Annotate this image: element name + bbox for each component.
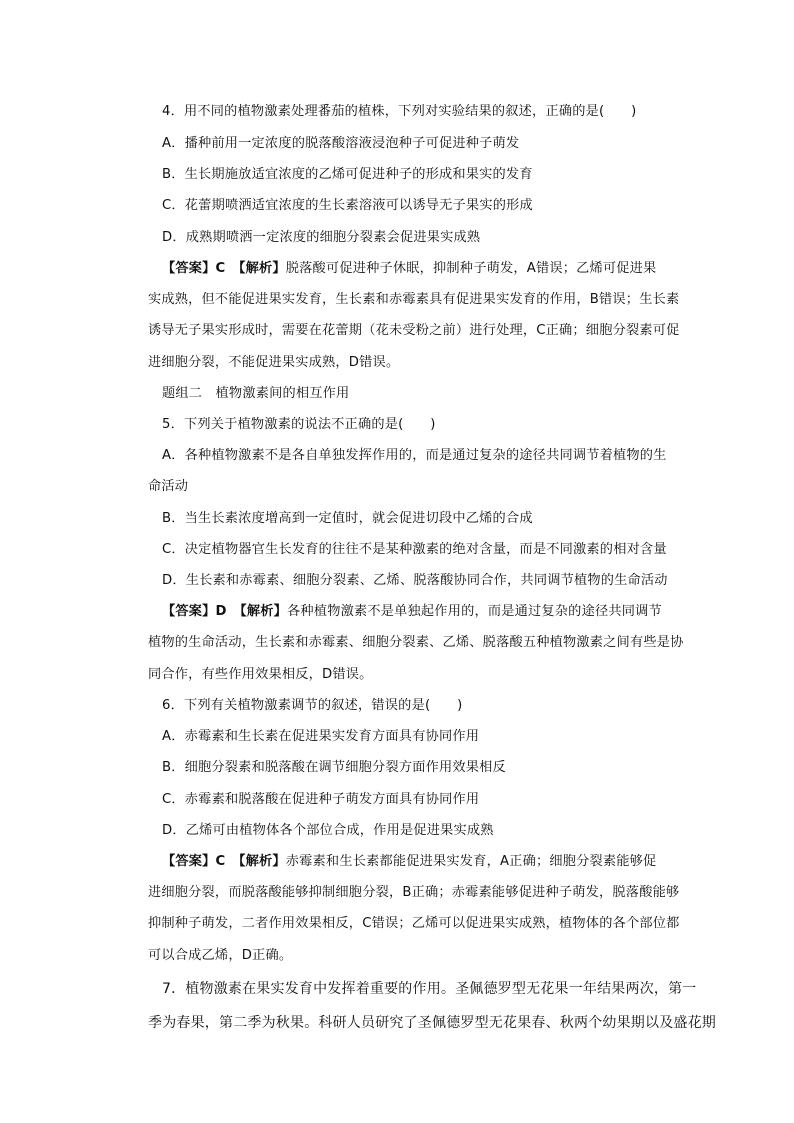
q4-analysis-line-3: 诱导无子果实形成时，需要在花蕾期（花未受粉之前）进行处理，C正确；细胞分裂素可促 xyxy=(148,323,680,338)
q6-option-b: B．细胞分裂素和脱落酸在调节细胞分裂方面作用效果相反 xyxy=(162,760,506,775)
q4-option-a: A．播种前用一定浓度的脱落酸溶液浸泡种子可促进种子萌发 xyxy=(162,136,520,151)
q4-analysis-line-4: 进细胞分裂，不能促进果实成熟，D错误。 xyxy=(148,355,400,370)
q5-option-b: B．当生长素浓度增高到一定值时，就会促进切段中乙烯的合成 xyxy=(162,511,533,526)
q4-answer xyxy=(162,261,656,277)
q6-analysis-line-3: 抑制种子萌发，二者作用效果相反，C错误；乙烯可以促进果实成熟，植物体的各个部位都 xyxy=(148,916,680,931)
q6-analysis-line-4: 可以合成乙烯，D正确。 xyxy=(148,948,293,963)
q5-analysis-line-1: 各种植物激素不是单独起作用的，而是通过复杂的途径共同调节 xyxy=(287,604,662,619)
q5-option-a-cont: 命活动 xyxy=(148,479,189,494)
q4-option-d: D．成熟期喷洒一定浓度的细胞分裂素会促进果实成熟 xyxy=(162,230,481,245)
q4-stem: 4．用不同的植物激素处理番茄的植株，下列对实验结果的叙述，正确的是( ) xyxy=(162,104,637,119)
q5-analysis-line-2: 植物的生命活动，生长素和赤霉素、细胞分裂素、乙烯、脱落酸五种植物激素之间有些是协 xyxy=(148,635,684,650)
q6-analysis-line-1: 赤霉素和生长素都能促进果实发育，A正确；细胞分裂素能够促 xyxy=(285,854,657,869)
q5-option-a: A．各种植物激素不是各自单独发挥作用的，而是通过复杂的途径共同调节着植物的生 xyxy=(162,448,667,463)
group2-title: 题组二 植物激素间的相互作用 xyxy=(162,386,350,401)
q4-option-c: C．花蕾期喷洒适宜浓度的生长素溶液可以诱导无子果实的形成 xyxy=(162,198,533,213)
q4-analysis-line-1: 脱落酸可促进种子休眠，抑制种子萌发，A错误；乙烯可促进果 xyxy=(285,261,657,276)
q4-option-b: B．生长期施放适宜浓度的乙烯可促进种子的形成和果实的发育 xyxy=(162,167,533,182)
q6-option-a: A．赤霉素和生长素在促进果实发育方面具有协同作用 xyxy=(162,729,480,744)
q4-analysis-line-2: 实成熟，但不能促进果实发育，生长素和赤霉素具有促进果实发育的作用，B错误；生长素 xyxy=(148,292,680,307)
q7-line-1: 7．植物激素在果实发育中发挥着重要的作用。圣佩德罗型无花果一年结果两次，第一 xyxy=(162,981,697,997)
q5-answer xyxy=(162,604,662,620)
q6-option-c: C．赤霉素和脱落酸在促进种子萌发方面具有协同作用 xyxy=(162,792,480,807)
q5-stem: 5．下列关于植物激素的说法不正确的是( ) xyxy=(162,417,436,432)
q4-answer-label: 【答案】C 【解析】 xyxy=(162,261,286,276)
q5-answer-label: 【答案】D 【解析】 xyxy=(162,604,288,619)
q6-answer xyxy=(162,854,656,870)
q5-option-d: D．生长素和赤霉素、细胞分裂素、乙烯、脱落酸协同合作，共同调节植物的生命活动 xyxy=(162,573,668,588)
q6-stem: 6．下列有关植物激素调节的叙述，错误的是( ) xyxy=(162,698,463,713)
q5-option-c: C．决定植物器官生长发育的往往不是某种激素的绝对含量，而是不同激素的相对含量 xyxy=(162,542,667,557)
q6-option-d: D．乙烯可由植物体各个部位合成，作用是促进果实成熟 xyxy=(162,823,494,838)
q7-line-2: 季为春果，第二季为秋果。科研人员研究了圣佩德罗型无花果春、秋两个幼果期以及盛花期 xyxy=(148,1015,716,1031)
q5-analysis-line-3: 同合作，有些作用效果相反，D错误。 xyxy=(148,667,373,682)
q6-answer-label: 【答案】C 【解析】 xyxy=(162,854,286,869)
q6-analysis-line-2: 进细胞分裂，而脱落酸能够抑制细胞分裂，B正确；赤霉素能够促进种子萌发，脱落酸能够 xyxy=(148,885,680,900)
